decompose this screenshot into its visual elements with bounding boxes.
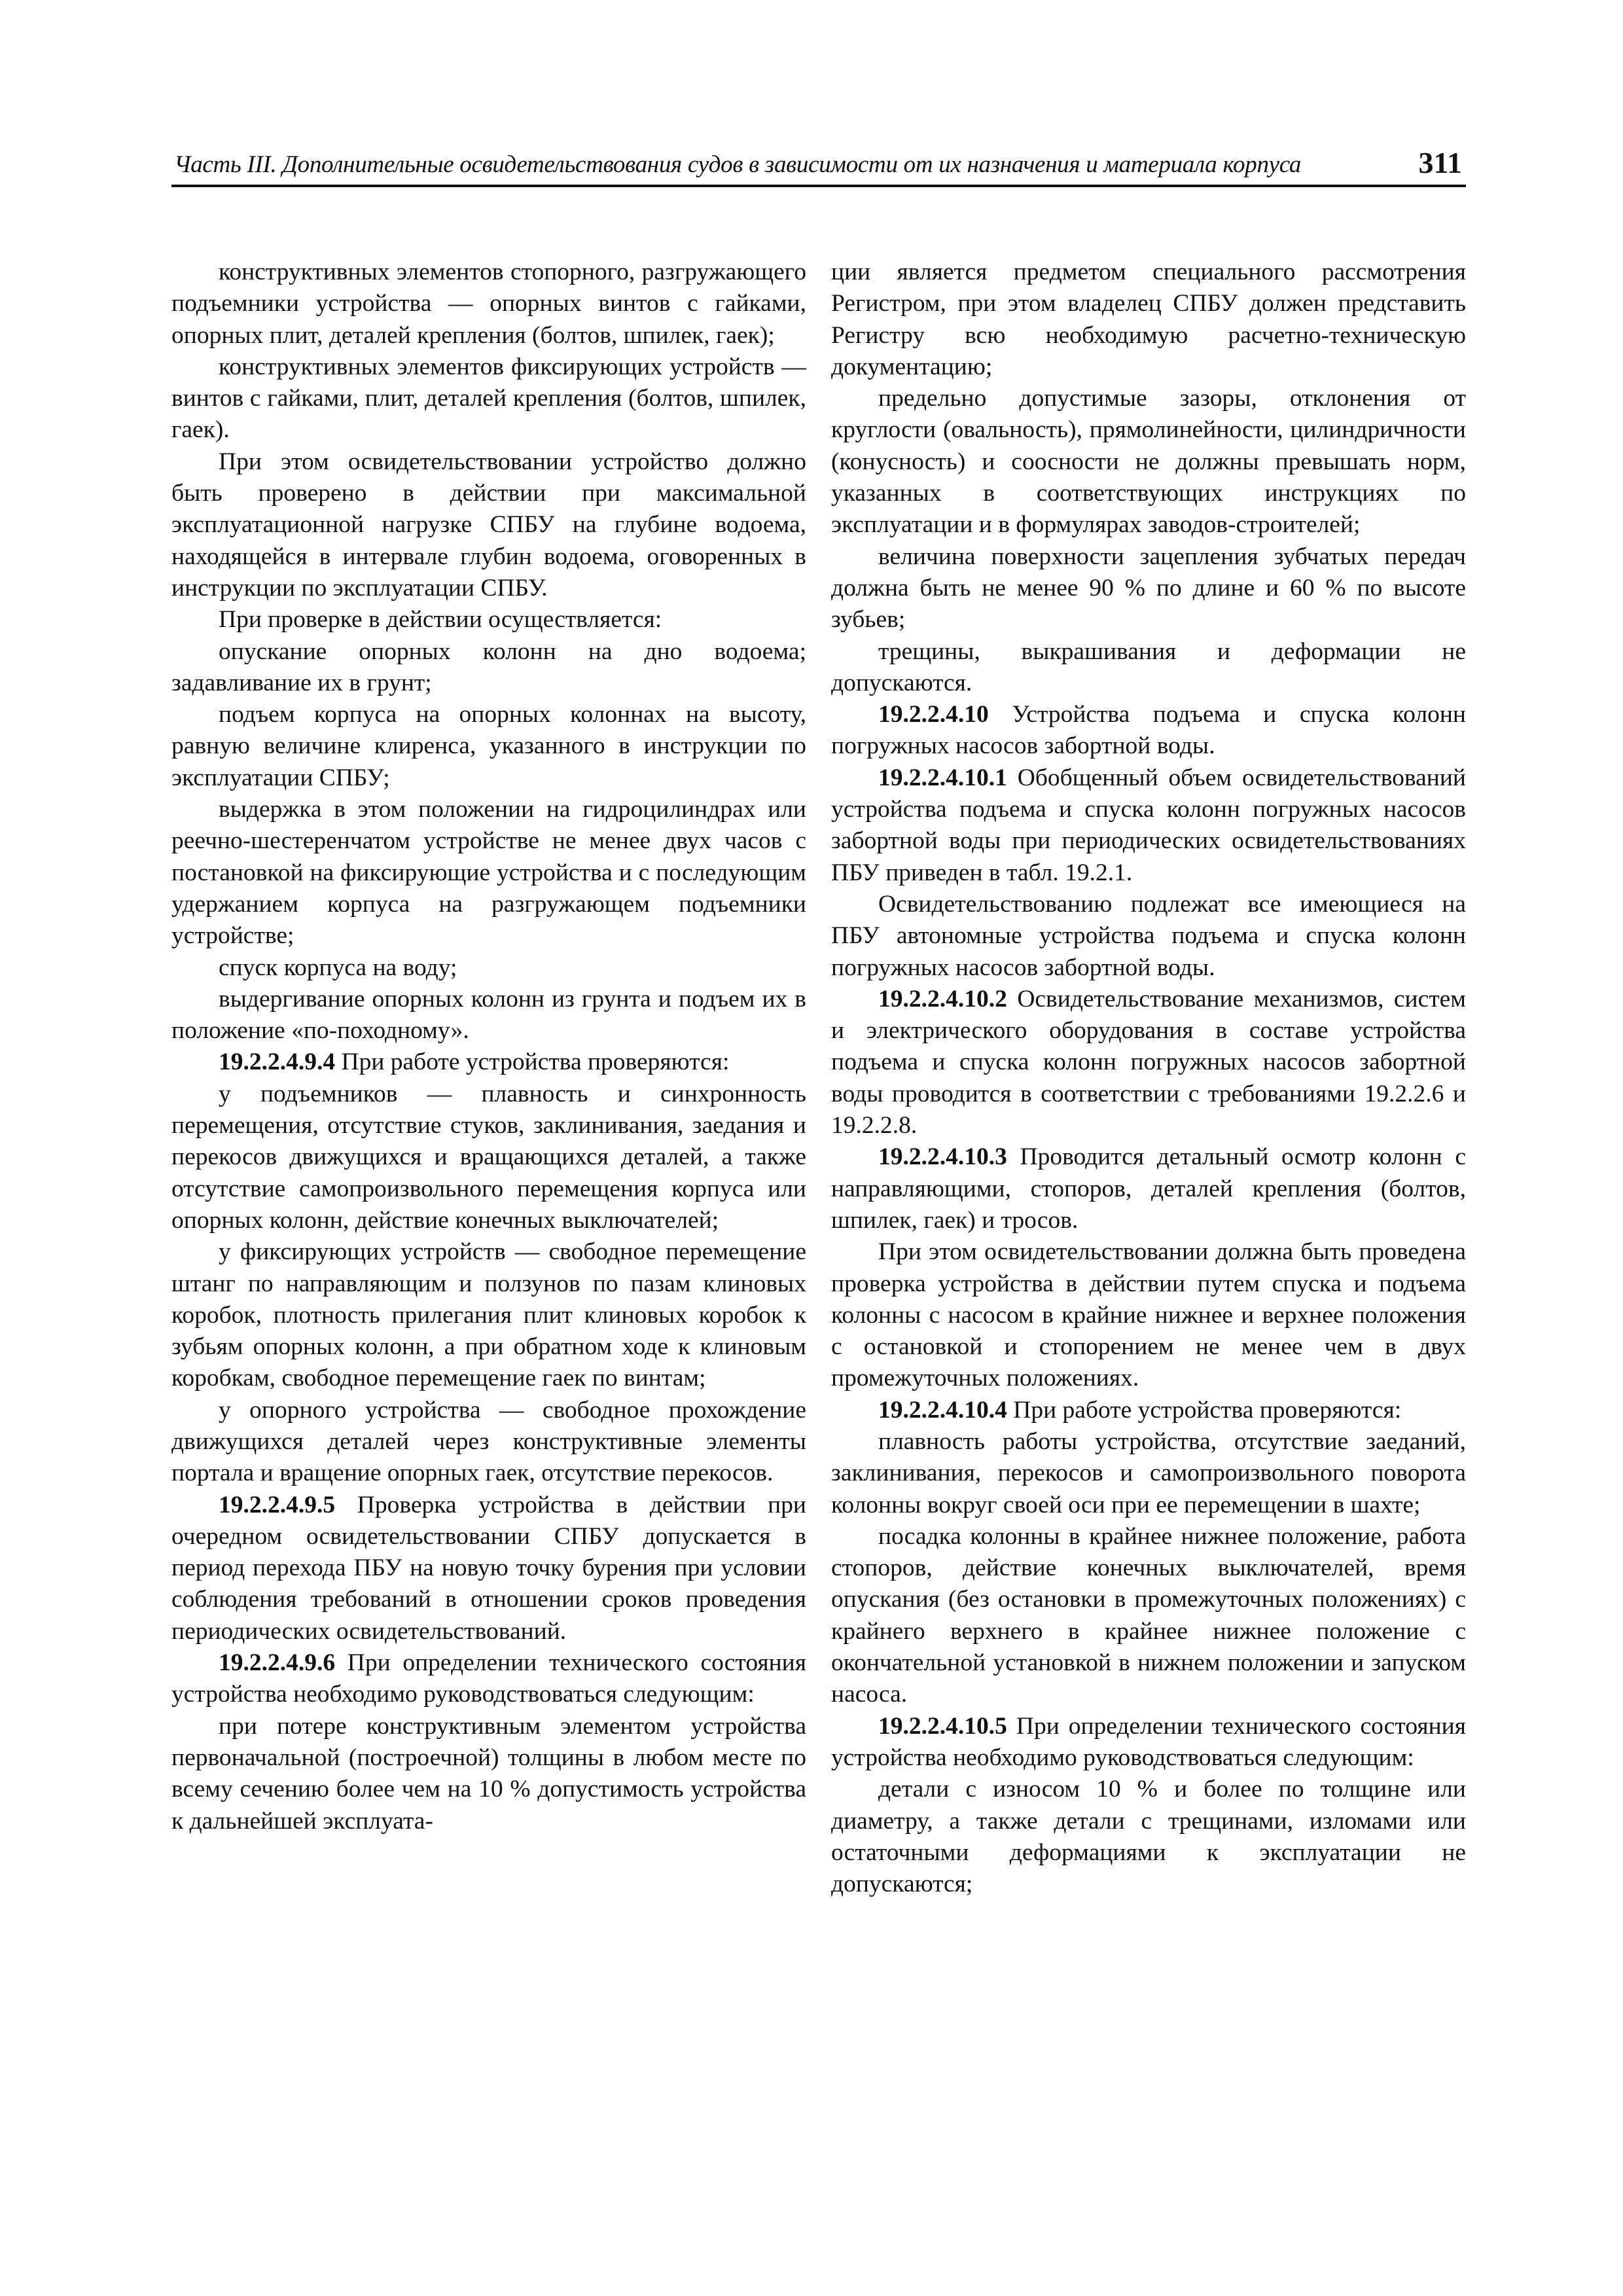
clause-number: 19.2.2.4.9.4: [219, 1049, 336, 1076]
clause-number: 19.2.2.4.10.3: [878, 1143, 1007, 1171]
paragraph: [171, 699, 806, 794]
paragraph-text: Освидетельствованию подлежат все имеющиеся на ПБУ автономные устройства подъема и спуска колонн погружных насосов забортной воды.: [831, 890, 1466, 981]
paragraph-text: детали с износом 10 % и более по толщине или диаметру, а также детали с трещинами, изломами или остаточными деформациями к эксплуатации не допускаются;: [831, 1776, 1466, 1898]
paragraph-text: При определении технического состояния устройства необходимо руководствоваться следующим:: [171, 1649, 806, 1708]
paragraph: [171, 636, 806, 700]
numbered-paragraph: [831, 762, 1466, 889]
numbered-paragraph: [831, 699, 1466, 762]
numbered-paragraph: [831, 984, 1466, 1141]
paragraph-text: При работе устройства проверяются:: [1013, 1396, 1402, 1424]
paragraph-text: При этом освидетельствовании устройство должно быть проверено в действии при максимальной эксплуатационной нагрузке СПБУ на глубине водоема, находящейся в интервале глубин водоема, оговоренных в инструкции по эксплуатации СПБУ.: [171, 448, 806, 601]
paragraph-text: подъем корпуса на опорных колоннах на высоту, равную величине клиренса, указанного в инструкции по эксплуатации СПБУ;: [171, 701, 806, 791]
clause-number: 19.2.2.4.9.6: [219, 1649, 336, 1677]
paragraph: [831, 636, 1466, 700]
paragraph: [171, 351, 806, 446]
paragraph-text: При определении технического состояния устройства необходимо руководствоваться следующим:: [831, 1712, 1466, 1771]
paragraph: [171, 1711, 806, 1837]
paragraph-text: Проверка устройства в действии при очередном освидетельствовании СПБУ допускается в период перехода ПБУ на новую точку бурения при условии соблюдения требований в отношении сроков проведения периодических освидетельствований.: [171, 1491, 807, 1645]
numbered-paragraph: [831, 1141, 1466, 1236]
paragraph-text: выдержка в этом положении на гидроцилиндрах или реечно-шестеренчатом устройстве не менее двух часов с постановкой на фиксирующие устройства и с последующим удержанием корпуса на разгружающем подъемники устройстве;: [171, 796, 806, 950]
right-column: [831, 257, 1466, 1900]
paragraph: [831, 541, 1466, 636]
paragraph: [171, 604, 806, 636]
paragraph-text: при потере конструктивным элементом устройства первоначальной (построечной) толщины в любом месте по всему сечению более чем на 10 % допустимость устройства к дальнейшей эксплуата-: [171, 1712, 806, 1835]
numbered-paragraph: [171, 1047, 806, 1078]
numbered-paragraph: [171, 1647, 806, 1711]
paragraph-text: плавность работы устройства, отсутствие заеданий, заклинивания, перекосов и самопроизвольного поворота колонны вокруг своей оси при ее перемещении в шахте;: [831, 1427, 1466, 1518]
running-header: [171, 145, 1466, 187]
paragraph-text: При этом освидетельствовании должна быть проведена проверка устройства в действии путем спуска и подъема колонны с насосом в крайние нижнее и верхнее положения с остановкой и стопорением не менее чем в двух промежуточных положениях.: [831, 1238, 1466, 1392]
paragraph: [831, 383, 1466, 541]
page-number: 311: [1418, 146, 1462, 179]
paragraph: [171, 446, 806, 604]
header-title: Часть III. Дополнительные освидетельствования судов в зависимости от их назначения и материала корпуса: [174, 151, 1302, 178]
paragraph-text: конструктивных элементов стопорного, разгружающего подъемники устройства — опорных винтов с гайками, опорных плит, деталей крепления (болтов, шпилек, гаек);: [171, 259, 806, 349]
paragraph-text: При работе устройства проверяются:: [341, 1049, 730, 1076]
paragraph-text: спуск корпуса на воду;: [219, 954, 457, 981]
paragraph-text: у опорного устройства — свободное прохождение движущихся деталей через конструктивные элементы портала и вращение опорных гаек, отсутствие перекосов.: [171, 1396, 806, 1487]
paragraph-text: конструктивных элементов фиксирующих устройств — винтов с гайками, плит, деталей крепления (болтов, шпилек, гаек).: [171, 353, 806, 444]
paragraph-text: Устройства подъема и спуска колонн погружных насосов забортной воды.: [831, 701, 1466, 760]
clause-number: 19.2.2.4.10.4: [878, 1396, 1007, 1424]
paragraph: [171, 1079, 806, 1236]
paragraph-text: величина поверхности зацепления зубчатых передач должна быть не менее 90 % по длине и 60 % по высоте зубьев;: [831, 543, 1466, 634]
clause-number: 19.2.2.4.10.1: [878, 764, 1007, 791]
paragraph-text: опускание опорных колонн на дно водоема; задавливание их в грунт;: [171, 637, 806, 696]
paragraph-text: Обобщенный объем освидетельствований устройства подъема и спуска колонн погружных насосов забортной воды при периодических освидетельствованиях ПБУ приведен в табл. 19.2.1.: [831, 764, 1466, 886]
paragraph: [831, 1236, 1466, 1394]
paragraph-text: посадка колонны в крайнее нижнее положение, работа стопоров, действие конечных выключателей, время опускания (без остановки в промежуточных положениях) с крайнего верхнего в крайнее нижнее положение с окончательной установкой в нижнем положении и запуском насоса.: [831, 1522, 1466, 1708]
paragraph: [831, 889, 1466, 984]
numbered-paragraph: [171, 1490, 806, 1647]
paragraph: [171, 257, 806, 351]
paragraph-text: При проверке в действии осуществляется:: [219, 606, 662, 634]
numbered-paragraph: [831, 1395, 1466, 1426]
paragraph-text: Проводится детальный осмотр колонн с направляющими, стопоров, деталей крепления (болтов, шпилек, гаек) и тросов.: [831, 1143, 1466, 1234]
paragraph: [171, 952, 806, 984]
paragraph: [831, 1521, 1466, 1711]
paragraph: [171, 984, 806, 1047]
numbered-paragraph: [831, 1711, 1466, 1774]
paragraph-text: у фиксирующих устройств — свободное перемещение штанг по направляющим и ползунов по пазам клиновых коробок, плотность прилегания плит клиновых коробок к зубьям опорных колонн, а при обратном ходе к клиновым коробкам, свободное перемещение гаек по винтам;: [171, 1238, 806, 1392]
paragraph-text: выдергивание опорных колонн из грунта и подъем их в положение «по-походному».: [171, 985, 806, 1045]
clause-number: 19.2.2.4.10: [878, 701, 989, 728]
paragraph: [171, 1395, 806, 1490]
paragraph-text: ции является предметом специального рассмотрения Регистром, при этом владелец СПБУ должен представить Регистру всю необходимую расчетно-техническую документацию;: [831, 259, 1466, 380]
paragraph: [831, 1426, 1466, 1521]
clause-number: 19.2.2.4.10.2: [878, 985, 1007, 1013]
paragraph: [831, 257, 1466, 383]
paragraph-text: предельно допустимые зазоры, отклонения от круглости (овальность), прямолинейности, цилиндричности (конусность) и соосности не должны превышать норм, указанных в соответствующих инструкциях по эксплуатации и в формулярах заводов-строителей;: [831, 385, 1466, 539]
paragraph-text: у подъемников — плавность и синхронность перемещения, отсутствие стуков, заклинивания, заедания и перекосов движущихся и вращающихся деталей, а также отсутствие самопроизвольного перемещения корпуса или опорных колонн, действие конечных выключателей;: [171, 1080, 806, 1234]
left-column: [171, 257, 806, 1837]
paragraph-text: Освидетельствование механизмов, систем и электрического оборудования в составе устройства подъема и спуска колонн погружных насосов забортной воды проводится в соответствии с требованиями 19.2.2.6 и 19.2.2.8.: [831, 985, 1466, 1139]
paragraph: [831, 1774, 1466, 1900]
paragraph: [171, 1236, 806, 1394]
paragraph-text: трещины, выкрашивания и деформации не допускаются.: [831, 637, 1466, 696]
clause-number: 19.2.2.4.10.5: [878, 1712, 1007, 1740]
paragraph: [171, 794, 806, 952]
clause-number: 19.2.2.4.9.5: [219, 1491, 336, 1518]
